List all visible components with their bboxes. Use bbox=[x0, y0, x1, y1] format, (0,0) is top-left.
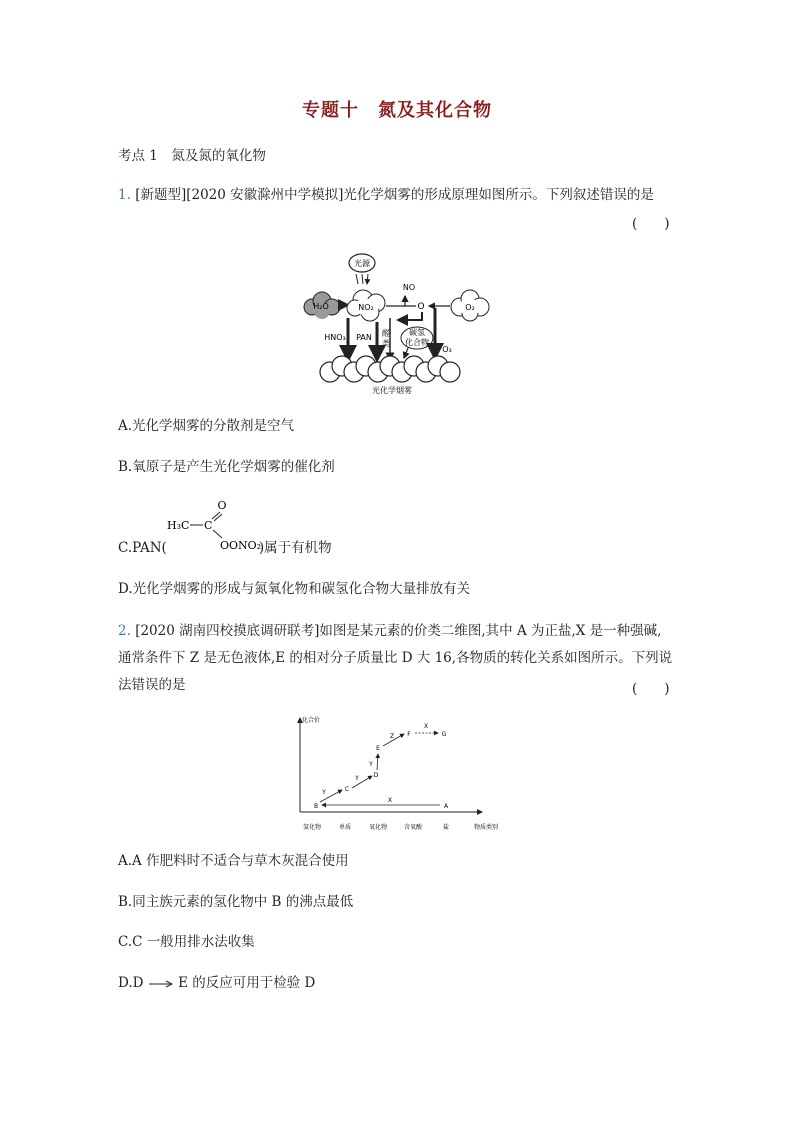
point-g: G bbox=[441, 731, 447, 738]
no-label: NO bbox=[402, 283, 416, 292]
q2-option-b: B.同主族元素的氢化物中 B 的沸点最低 bbox=[118, 894, 354, 910]
hydrocarbon-cloud bbox=[401, 327, 433, 349]
q2-option-d-start: D.D bbox=[118, 975, 144, 991]
no2-cloud bbox=[347, 290, 385, 321]
pan-oono2: OONO₂ bbox=[220, 539, 262, 552]
q1-option-b: B.氧原子是产生光化学烟雾的催化剂 bbox=[118, 459, 335, 475]
category-salt: 盐 bbox=[442, 824, 450, 831]
photochemical-smog-diagram bbox=[300, 250, 500, 400]
hydrocarbon-label-1: 碳氢 bbox=[409, 328, 425, 337]
point-c: C bbox=[344, 786, 350, 793]
o-feedback-arrow bbox=[398, 312, 422, 320]
category-hydride: 氢化物 bbox=[302, 824, 322, 831]
section-heading: 考点 1 氮及氮的氧化物 bbox=[118, 148, 266, 164]
reaction-arrow bbox=[148, 979, 174, 989]
edge-d-e bbox=[377, 754, 378, 770]
o2-cloud bbox=[451, 290, 489, 321]
h2o-cloud bbox=[304, 292, 340, 319]
hydrocarbon-arrow bbox=[404, 348, 408, 358]
q2-stem-line2: 通常条件下 Z 是无色液体,E 的相对分子质量比 D 大 16,各物质的转化关系如图所示。下列说 bbox=[118, 650, 673, 666]
o2-label: O₂ bbox=[465, 303, 475, 312]
hno3-label: HNO₃ bbox=[324, 333, 346, 342]
point-f: F bbox=[407, 731, 411, 738]
q2-stem-text-1: [2020 湖南四校摸底调研联考]如图是某元素的价类二维图,其中 A 为正盐,X 是一种强碱, bbox=[135, 623, 662, 639]
pan-label: PAN bbox=[356, 333, 372, 342]
aldehyde-label-2: 类 bbox=[382, 339, 390, 348]
point-a: A bbox=[443, 803, 449, 810]
edge-b-c-label: Y bbox=[322, 789, 326, 796]
x-axis-label: 物质类别 bbox=[473, 824, 499, 831]
q1-number: 1. bbox=[118, 187, 131, 203]
o-atom-label: O bbox=[417, 302, 425, 312]
pan-carbon: C bbox=[204, 519, 213, 532]
y-axis-label: 化合价 bbox=[302, 717, 321, 724]
edge-d-e-label: Y bbox=[369, 761, 373, 768]
hydrocarbon-label-2: 化合物 bbox=[405, 338, 429, 347]
q2-option-a: A.A 作肥料时不适合与草木灰混合使用 bbox=[118, 853, 349, 869]
no2-to-o-arrow bbox=[386, 296, 416, 306]
edge-f-g-label: X bbox=[423, 723, 429, 730]
category-oxide: 氧化物 bbox=[368, 824, 388, 831]
q2-option-d bbox=[118, 973, 315, 993]
edge-c-d-label: Y bbox=[355, 775, 359, 782]
pan-bond-2 bbox=[213, 530, 222, 538]
q2-stem-line3: 法错误的是 bbox=[118, 677, 186, 693]
q2-number: 2. bbox=[118, 623, 131, 639]
edge-e-f-label: Z bbox=[389, 733, 395, 740]
q1-option-a: A.光化学烟雾的分散剂是空气 bbox=[118, 418, 295, 434]
light-source-label: 光源 bbox=[354, 259, 370, 268]
point-b: B bbox=[313, 803, 319, 810]
pan-double-bond bbox=[212, 512, 222, 521]
point-d: D bbox=[373, 772, 379, 779]
light-rays bbox=[356, 274, 368, 284]
pan-h3c: H₃C bbox=[167, 519, 190, 532]
q1-stem bbox=[118, 185, 654, 205]
q1-option-c-suffix: )属于有机物 bbox=[258, 540, 332, 556]
q1-answer-paren: ( ) bbox=[632, 216, 670, 232]
valence-class-diagram bbox=[290, 712, 505, 837]
q1-stem-text: [新题型][2020 安徽滁州中学模拟]光化学烟雾的形成原理如图所示。下列叙述错误的是 bbox=[135, 187, 654, 203]
page-title: 专题十 氮及其化合物 bbox=[302, 100, 492, 121]
q1-option-c bbox=[118, 538, 332, 558]
q1-option-c-prefix: C.PAN( bbox=[118, 540, 167, 556]
category-oxyacid: 含氧酸 bbox=[403, 824, 423, 831]
edge-a-b-label: X bbox=[387, 797, 393, 804]
q2-stem-line1 bbox=[118, 621, 661, 641]
q2-option-d-end: E 的反应可用于检验 D bbox=[178, 975, 316, 991]
q1-option-d: D.光化学烟雾的形成与氮氧化物和碳氢化合物大量排放有关 bbox=[118, 581, 471, 597]
category-element: 单质 bbox=[338, 824, 352, 831]
aldehyde-label-1: 醛 bbox=[382, 329, 390, 338]
point-e: E bbox=[376, 745, 380, 752]
h2o-label: H₂O bbox=[313, 302, 329, 311]
q2-answer-paren: ( ) bbox=[632, 681, 670, 697]
q2-option-c: C.C 一般用排水法收集 bbox=[118, 934, 255, 950]
pan-carbonyl-o: O bbox=[217, 499, 227, 512]
light-source-cloud bbox=[349, 254, 375, 272]
no2-label: NO₂ bbox=[358, 303, 374, 312]
o3-label: O₃ bbox=[442, 345, 452, 354]
smog-clouds bbox=[320, 356, 460, 382]
smog-caption: 光化学烟雾 bbox=[372, 386, 412, 395]
